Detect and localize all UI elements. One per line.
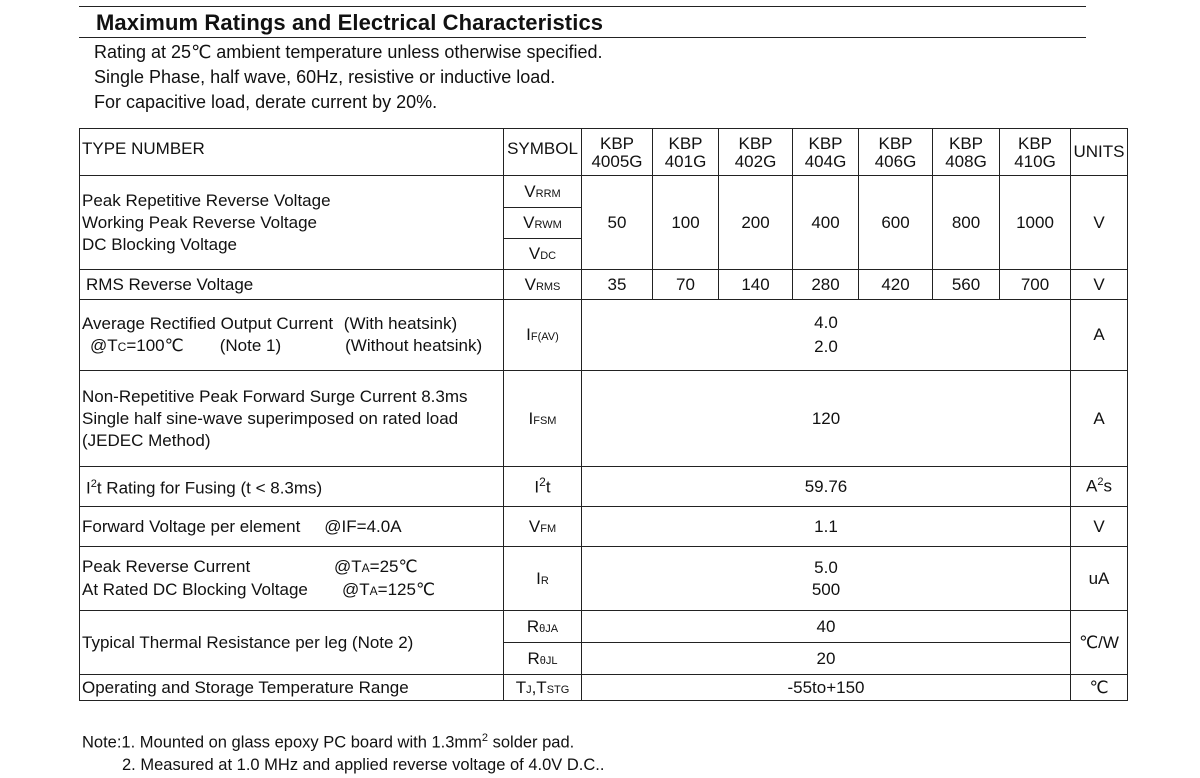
value-cell: 200 <box>719 176 793 270</box>
condition-line-2: Single Phase, half wave, 60Hz, resistive or inductive load. <box>94 67 556 87</box>
unit-cell: A <box>1071 371 1128 467</box>
value-cell: 400 <box>793 176 859 270</box>
value-cell: 700 <box>1000 270 1071 300</box>
value-cell: 50 <box>582 176 653 270</box>
value-cell: 140 <box>719 270 793 300</box>
header-units: UNITS <box>1071 129 1128 176</box>
symbol-rthja: RθJA <box>504 611 582 643</box>
value-cell: 600 <box>859 176 933 270</box>
model-prefix: KBP <box>1017 134 1053 153</box>
model-prefix: KBP <box>808 134 843 153</box>
i2t-value: 59.76 <box>582 467 1071 507</box>
thermal-value-jl: 20 <box>582 643 1071 675</box>
symbol-ifav: IF(AV) <box>504 300 582 371</box>
header-model-401g <box>653 129 719 176</box>
unit-cell: ℃/W <box>1071 611 1128 675</box>
symbol-rthjl: RθJL <box>504 643 582 675</box>
i2t-description: $I^2t$ Rating for Fusing (t < 8.3ms) <box>80 467 504 507</box>
value-cell: 1000 <box>1000 176 1071 270</box>
header-model-406g <box>859 129 933 176</box>
value-cell: 280 <box>793 270 859 300</box>
value-25c: 5.0 <box>814 557 838 577</box>
model-suffix: 402G <box>734 152 777 171</box>
model-suffix: 4005G <box>591 152 643 171</box>
temperature-value: -55to+150 <box>582 675 1071 701</box>
value-cell: 35 <box>582 270 653 300</box>
model-suffix: 404G <box>804 152 847 171</box>
value-cell: 100 <box>653 176 719 270</box>
header-model-4005g <box>582 129 653 176</box>
value-without-heatsink: 2.0 <box>814 337 838 356</box>
avg-current-description <box>80 300 504 371</box>
table-row-forward <box>80 507 1128 547</box>
desc-line: At Rated DC Blocking Voltage @TA=125℃ <box>82 579 436 599</box>
reverse-description <box>80 547 504 611</box>
symbol-vrrm: VRRM <box>504 176 582 208</box>
voltage-description <box>80 176 504 270</box>
temperature-description: Operating and Storage Temperature Range <box>80 675 504 701</box>
unit-cell: V <box>1071 507 1128 547</box>
table-row-voltage <box>80 176 1128 208</box>
surge-value: 120 <box>582 371 1071 467</box>
value-cell: 800 <box>933 176 1000 270</box>
symbol-vrms: VRMS <box>504 270 582 300</box>
symbol-vrwm: VRWM <box>504 208 582 239</box>
model-prefix: KBP <box>878 134 913 153</box>
unit-cell: V <box>1071 176 1128 270</box>
model-prefix: KBP <box>668 134 703 153</box>
symbol-i2t: $I^2t$ <box>504 467 582 507</box>
unit-cell: V <box>1071 270 1128 300</box>
symbol-ifsm: IFSM <box>504 371 582 467</box>
model-suffix: 406G <box>874 152 917 171</box>
desc-line: Peak Reverse Current @TA=25℃ <box>82 556 418 576</box>
desc-line: (JEDEC Method) <box>82 430 211 450</box>
table-row-i2t <box>80 467 1128 507</box>
title-rule <box>79 37 1086 38</box>
note-1: Note:1. Mounted on glass epoxy PC board with $1.3mm^2$ solder pad. <box>82 732 575 752</box>
unit-cell: uA <box>1071 547 1128 611</box>
value-with-heatsink: 4.0 <box>814 313 838 332</box>
table-row-rms <box>80 270 1128 300</box>
rms-description: RMS Reverse Voltage <box>80 270 504 300</box>
ratings-table <box>79 128 1128 701</box>
surge-description <box>80 371 504 467</box>
model-suffix: 401G <box>664 152 707 171</box>
model-prefix: KBP <box>738 134 773 153</box>
header-model-402g <box>719 129 793 176</box>
desc-line: DC Blocking Voltage <box>82 234 237 254</box>
header-row <box>80 129 1128 176</box>
forward-description: Forward Voltage per element @IF=4.0A <box>80 507 504 547</box>
model-suffix: 410G <box>1014 152 1056 171</box>
model-prefix: KBP <box>599 134 635 153</box>
page-title: Maximum Ratings and Electrical Characteristics <box>96 10 604 35</box>
desc-line: Single half sine-wave superimposed on rated load <box>82 408 459 428</box>
condition-line-1: Rating at 25℃ ambient temperature unless otherwise specified. <box>94 42 603 62</box>
unit-cell: A <box>1071 300 1128 371</box>
unit-cell: $A^2s$ <box>1071 467 1128 507</box>
header-model-410g <box>1000 129 1071 176</box>
top-rule <box>79 6 1086 7</box>
thermal-description: Typical Thermal Resistance per leg (Note 2) <box>80 611 504 675</box>
model-suffix: 408G <box>945 152 987 171</box>
unit-cell: ℃ <box>1071 675 1128 701</box>
value-cell: 70 <box>653 270 719 300</box>
value-cell: 420 <box>859 270 933 300</box>
forward-value: 1.1 <box>582 507 1071 547</box>
table-row-temperature <box>80 675 1128 701</box>
symbol-vfm: VFM <box>504 507 582 547</box>
table-row-avg-current <box>80 300 1128 371</box>
header-symbol: SYMBOL <box>504 129 582 176</box>
table-row-surge <box>80 371 1128 467</box>
note-2: 2. Measured at 1.0 MHz and applied reverse voltage of 4.0V D.C.. <box>122 756 605 774</box>
condition-line-3: For capacitive load, derate current by 20%. <box>94 92 438 112</box>
desc-line: Peak Repetitive Reverse Voltage <box>82 190 331 210</box>
model-prefix: KBP <box>948 134 984 153</box>
desc-line: Working Peak Reverse Voltage <box>82 212 317 232</box>
reverse-values <box>582 547 1071 611</box>
desc-line: Average Rectified Output Current (With heatsink) <box>82 313 458 333</box>
desc-line: @TC=100℃ (Note 1) (Without heatsink) <box>90 335 483 355</box>
table-row-reverse <box>80 547 1128 611</box>
value-125c: 500 <box>811 579 841 599</box>
value-cell: 560 <box>933 270 1000 300</box>
header-type-number: TYPE NUMBER <box>80 129 504 176</box>
table-row-thermal <box>80 611 1128 643</box>
header-model-404g <box>793 129 859 176</box>
avg-current-values <box>582 300 1071 371</box>
desc-line: Non-Repetitive Peak Forward Surge Current 8.3ms <box>82 386 468 406</box>
symbol-ir: IR <box>504 547 582 611</box>
symbol-tj-tstg: TJ,TSTG <box>504 675 582 701</box>
header-model-408g <box>933 129 1000 176</box>
symbol-vdc: VDC <box>504 239 582 270</box>
thermal-value-ja: 40 <box>582 611 1071 643</box>
